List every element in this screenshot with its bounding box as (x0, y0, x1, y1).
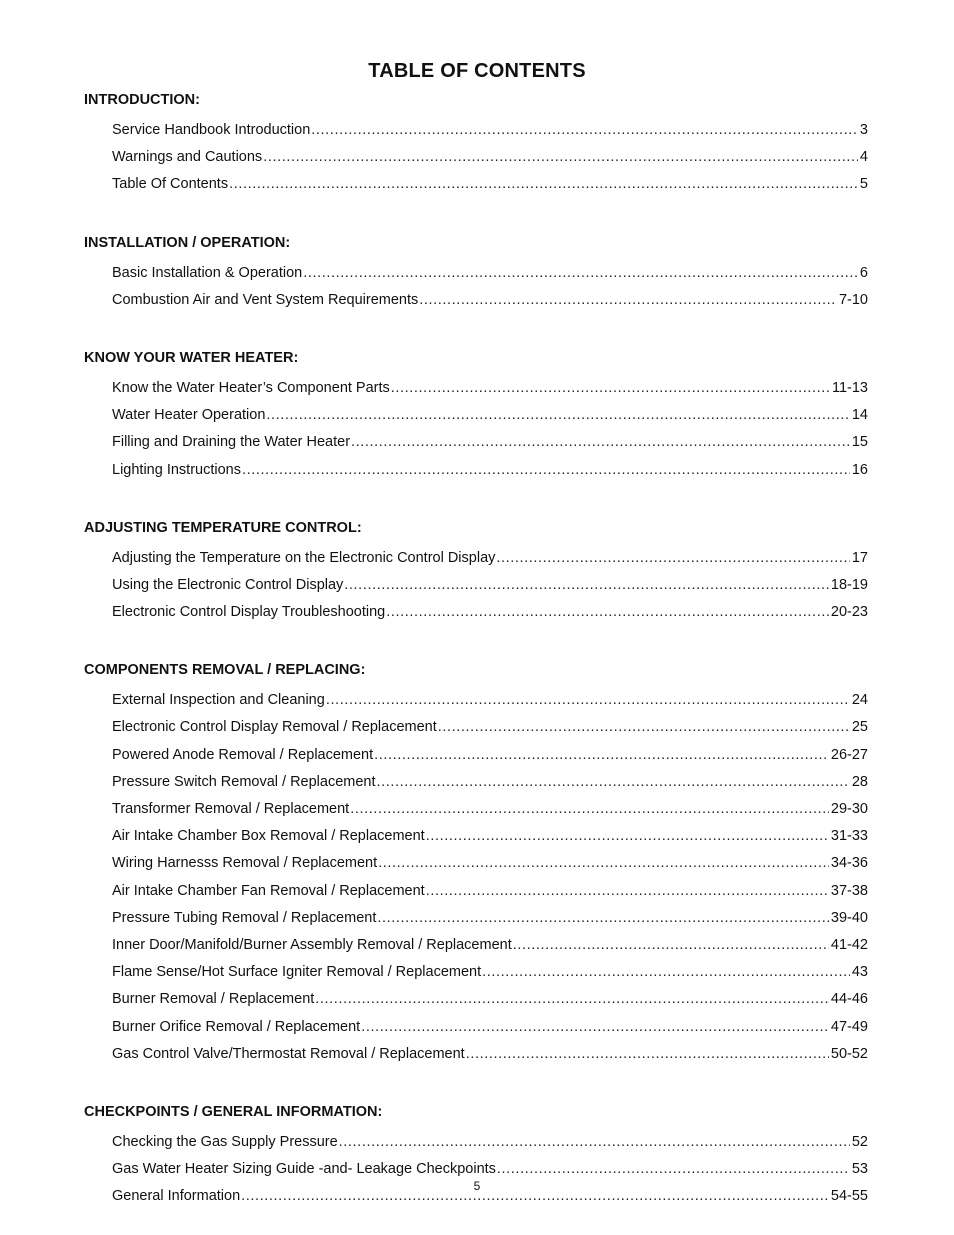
entry-title: Electronic Control Display Troubleshooting (112, 604, 386, 621)
dot-leader (351, 429, 850, 456)
entry-page: 18-19 (830, 576, 868, 593)
toc-entry (84, 545, 868, 572)
toc-section (84, 348, 868, 484)
entry-title: Burner Orifice Removal / Replacement (112, 1018, 361, 1035)
dot-leader (426, 878, 829, 905)
entry-page: 44-46 (830, 991, 868, 1008)
toc-entry (84, 687, 868, 714)
toc-entry (84, 1041, 868, 1068)
entry-title: Combustion Air and Vent System Requirements (112, 291, 419, 308)
section-heading: INTRODUCTION: (84, 92, 200, 108)
dot-leader (419, 287, 837, 314)
toc-entry (84, 959, 868, 986)
dot-leader (361, 1014, 829, 1041)
dot-leader (513, 932, 829, 959)
entry-title: Warnings and Cautions (112, 149, 263, 166)
entry-page: 20-23 (830, 604, 868, 621)
entry-page: 6 (859, 264, 868, 281)
entry-title: Gas Control Valve/Thermostat Removal / Replacement (112, 1045, 465, 1062)
dot-leader (311, 117, 858, 144)
dot-leader (386, 599, 829, 626)
section-heading: KNOW YOUR WATER HEATER: (84, 349, 299, 366)
page-title: TABLE OF CONTENTS (368, 60, 586, 82)
entry-page: 11-13 (831, 379, 868, 396)
entry-title: Powered Anode Removal / Replacement (112, 746, 374, 763)
entry-page: 47-49 (830, 1018, 868, 1035)
toc-entry (84, 796, 868, 823)
dot-leader (482, 959, 850, 986)
dot-leader (263, 144, 858, 171)
toc-entry (84, 878, 868, 905)
entry-page: 31-33 (830, 828, 868, 845)
entry-title: General Information (112, 1188, 241, 1205)
entry-title: Using the Electronic Control Display (112, 576, 344, 593)
entry-page: 53 (851, 1161, 868, 1178)
dot-leader (266, 402, 849, 429)
toc-entry (84, 375, 868, 402)
entry-page: 50-52 (830, 1045, 868, 1062)
entry-title: Service Handbook Introduction (112, 122, 311, 138)
entry-title: Table Of Contents (112, 176, 229, 193)
toc-entry (84, 171, 868, 198)
dot-leader (326, 687, 850, 714)
entry-page: 28 (851, 773, 868, 790)
entry-page: 34-36 (830, 855, 868, 872)
toc-entry (84, 714, 868, 741)
entry-page: 41-42 (830, 936, 868, 953)
toc-section (84, 1102, 868, 1211)
entry-page: 39-40 (830, 909, 868, 926)
entry-page: 5 (859, 176, 868, 193)
toc-entry (84, 742, 868, 769)
dot-leader (374, 742, 829, 769)
dot-leader (438, 714, 850, 741)
entry-page: 4 (859, 149, 868, 166)
dot-leader (303, 260, 858, 287)
entry-title: Air Intake Chamber Box Removal / Replacement (112, 828, 425, 845)
entry-title: Flame Sense/Hot Surface Igniter Removal / Replacement (112, 964, 482, 981)
entry-page: 24 (851, 692, 868, 709)
toc-entry (84, 1129, 868, 1156)
toc-entry (84, 117, 868, 144)
toc-entry (84, 572, 868, 599)
dot-leader (339, 1129, 850, 1156)
entry-page: 52 (851, 1133, 868, 1150)
entry-page: 26-27 (830, 746, 868, 763)
dot-leader (391, 375, 830, 402)
dot-leader (378, 850, 829, 877)
dot-leader (242, 457, 850, 484)
toc-section (84, 233, 868, 314)
toc-entry (84, 769, 868, 796)
toc-entry (84, 986, 868, 1013)
entry-page: 43 (851, 964, 868, 981)
toc-entry (84, 823, 868, 850)
toc-entry (84, 457, 868, 484)
entry-title: Electronic Control Display Removal / Replacement (112, 719, 437, 736)
toc-entry (84, 599, 868, 626)
entry-title: Basic Installation & Operation (112, 264, 303, 281)
table-of-contents (84, 90, 868, 1210)
toc-entry (84, 260, 868, 287)
section-heading: CHECKPOINTS / GENERAL INFORMATION: (84, 1103, 383, 1120)
toc-entry (84, 402, 868, 429)
entry-page: 17 (851, 549, 868, 566)
entry-page: 16 (851, 461, 868, 478)
entry-page: 3 (859, 122, 868, 138)
section-heading: ADJUSTING TEMPERATURE CONTROL: (84, 519, 362, 536)
toc-entry (84, 932, 868, 959)
entry-page: 37-38 (830, 882, 868, 899)
entry-page: 29-30 (830, 801, 868, 817)
entry-title: Lighting Instructions (112, 461, 241, 478)
toc-entry (84, 429, 868, 456)
toc-entry (84, 287, 868, 314)
page-number: 5 (473, 1179, 481, 1193)
dot-leader (229, 171, 858, 198)
entry-title: Air Intake Chamber Fan Removal / Replacement (112, 882, 425, 899)
dot-leader (496, 545, 849, 572)
toc-entry (84, 850, 868, 877)
entry-page: 25 (851, 719, 868, 736)
entry-title: Pressure Tubing Removal / Replacement (112, 909, 377, 926)
section-heading: COMPONENTS REMOVAL / REPLACING: (84, 662, 366, 679)
entry-title: Water Heater Operation (112, 407, 266, 424)
entry-page: 7-10 (838, 291, 868, 308)
entry-title: External Inspection and Cleaning (112, 692, 325, 709)
entry-title: Know the Water Heater’s Component Parts (112, 379, 390, 396)
entry-title: Checking the Gas Supply Pressure (112, 1133, 338, 1150)
entry-title: Pressure Switch Removal / Replacement (112, 773, 376, 790)
toc-entry (84, 144, 868, 171)
dot-leader (377, 905, 829, 932)
section-heading: INSTALLATION / OPERATION: (84, 234, 291, 251)
dot-leader (344, 572, 829, 599)
dot-leader (426, 823, 829, 850)
toc-section (84, 90, 868, 199)
entry-title: Adjusting the Temperature on the Electronic Control Display (112, 549, 496, 566)
dot-leader (315, 986, 829, 1013)
entry-page: 15 (851, 434, 868, 451)
toc-section (84, 660, 868, 1068)
entry-page: 54-55 (830, 1188, 868, 1205)
toc-section (84, 518, 868, 627)
entry-title: Gas Water Heater Sizing Guide -and- Leakage Checkpoints (112, 1161, 496, 1178)
entry-title: Burner Removal / Replacement (112, 991, 315, 1008)
dot-leader (350, 796, 829, 823)
entry-page: 14 (851, 407, 868, 424)
entry-title: Transformer Removal / Replacement (112, 801, 350, 817)
toc-entry (84, 1014, 868, 1041)
entry-title: Inner Door/Manifold/Burner Assembly Removal / Replacement (112, 936, 512, 953)
dot-leader (466, 1041, 829, 1068)
entry-title: Wiring Harnesss Removal / Replacement (112, 855, 378, 872)
entry-title: Filling and Draining the Water Heater (112, 434, 351, 451)
dot-leader (377, 769, 850, 796)
toc-entry (84, 905, 868, 932)
